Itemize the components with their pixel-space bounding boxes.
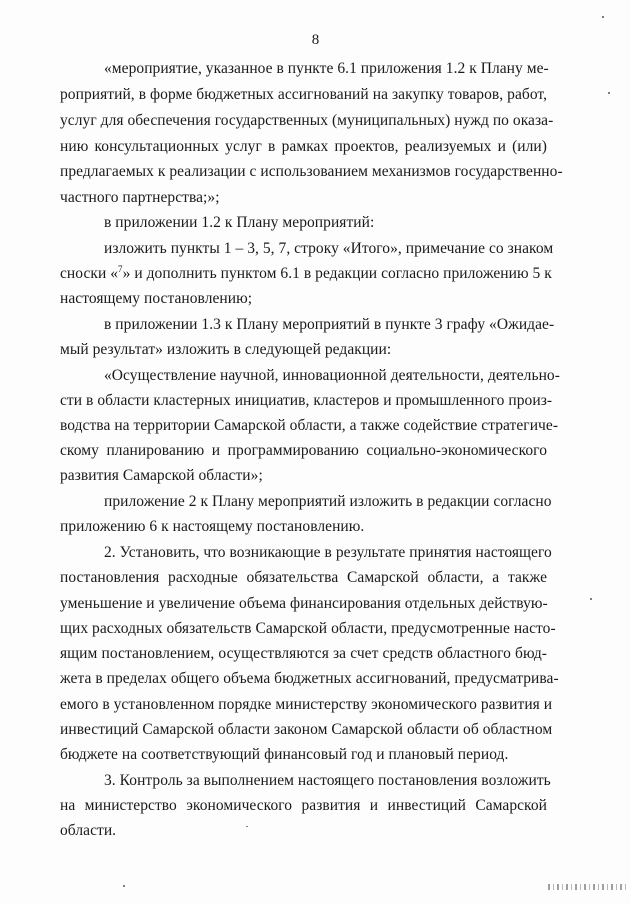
text-line: приложение 2 к Плану мероприятий изложить в редакции согласно [104,493,552,510]
text-line: мый результат» изложить в следующей редакции: [60,341,392,358]
footnote-prefix: сноски « [60,265,119,282]
scan-speck [246,826,248,827]
text-line: емого в установленном порядке министерству экономического развития и [60,696,553,713]
text-line: щих расходных обязательств Самарской области, предусмотренные насто- [60,620,556,637]
text-line: водства на территории Самарской области, а также содействие стратегиче- [60,417,559,434]
text-line: частного партнерства;»; [60,189,220,206]
text-line: в приложении 1.2 к Плану мероприятий: [104,214,375,231]
text-line: сти в области кластерных инициатив, кластеров и промышленного произ- [60,392,553,409]
text-line: области. [60,822,117,839]
footnote-suffix: » и дополнить пунктом 6.1 в редакции согласно приложению 5 к [122,265,552,282]
text-line: предлагаемых к реализации с использованием механизмов государственно- [60,163,563,180]
text-line: в приложении 1.3 к Плану мероприятий в пункте 3 графу «Ожидае- [104,316,555,333]
text-line: инвестиций Самарской области законом Самарской области об областном [60,721,553,738]
footnote-text-line [60,263,552,285]
text-line: изложить пункты 1 – 3, 5, 7, строку «Итого», примечание со знаком [104,240,554,257]
text-line: нию консультационных услуг в рамках проектов, реализуемых и (или) [60,138,547,155]
text-line: услуг для обеспечения государственных (муниципальных) нужд по оказа- [60,112,554,129]
text-line: жета в пределах общего объема бюджетных ассигнований, предусматрива- [60,670,559,687]
text-line: 2. Установить, что возникающие в результате принятия настоящего [104,544,552,561]
text-line: на министерство экономического развития и инвестиций Самарской [60,797,547,814]
scan-speck [590,598,592,600]
text-line: приложению 6 к настоящему постановлению. [60,518,365,535]
text-line: скому планированию и программированию социально-экономического [60,442,547,459]
text-line: «мероприятие, указанное в пункте 6.1 приложения 1.2 к Плану ме- [104,60,549,77]
text-line: постановления расходные обязательства Самарской области, а также [60,569,547,586]
footnote-superscript: 7 [118,264,123,274]
scan-marks [548,884,626,890]
text-line: бюджете на соответствующий финансовый год и плановый период. [60,746,509,763]
text-line: развития Самарской области»; [60,467,263,484]
scan-speck [602,16,604,18]
scan-speck [123,885,125,887]
text-line: роприятий, в форме бюджетных ассигнований на закупку товаров, работ, [60,86,547,103]
text-line: ящим постановлением, осуществляются за счет средств областного бюд- [60,645,547,662]
text-line: настоящему постановлению; [60,290,253,307]
text-line: «Осуществление научной, инновационной деятельности, деятельно- [104,367,560,384]
scan-speck [608,92,610,94]
page-number: 8 [311,32,320,48]
text-line: 3. Контроль за выполнением настоящего постановления возложить [104,772,551,789]
text-line: уменьшение и увеличение объема финансирования отдельных действую- [60,595,548,612]
